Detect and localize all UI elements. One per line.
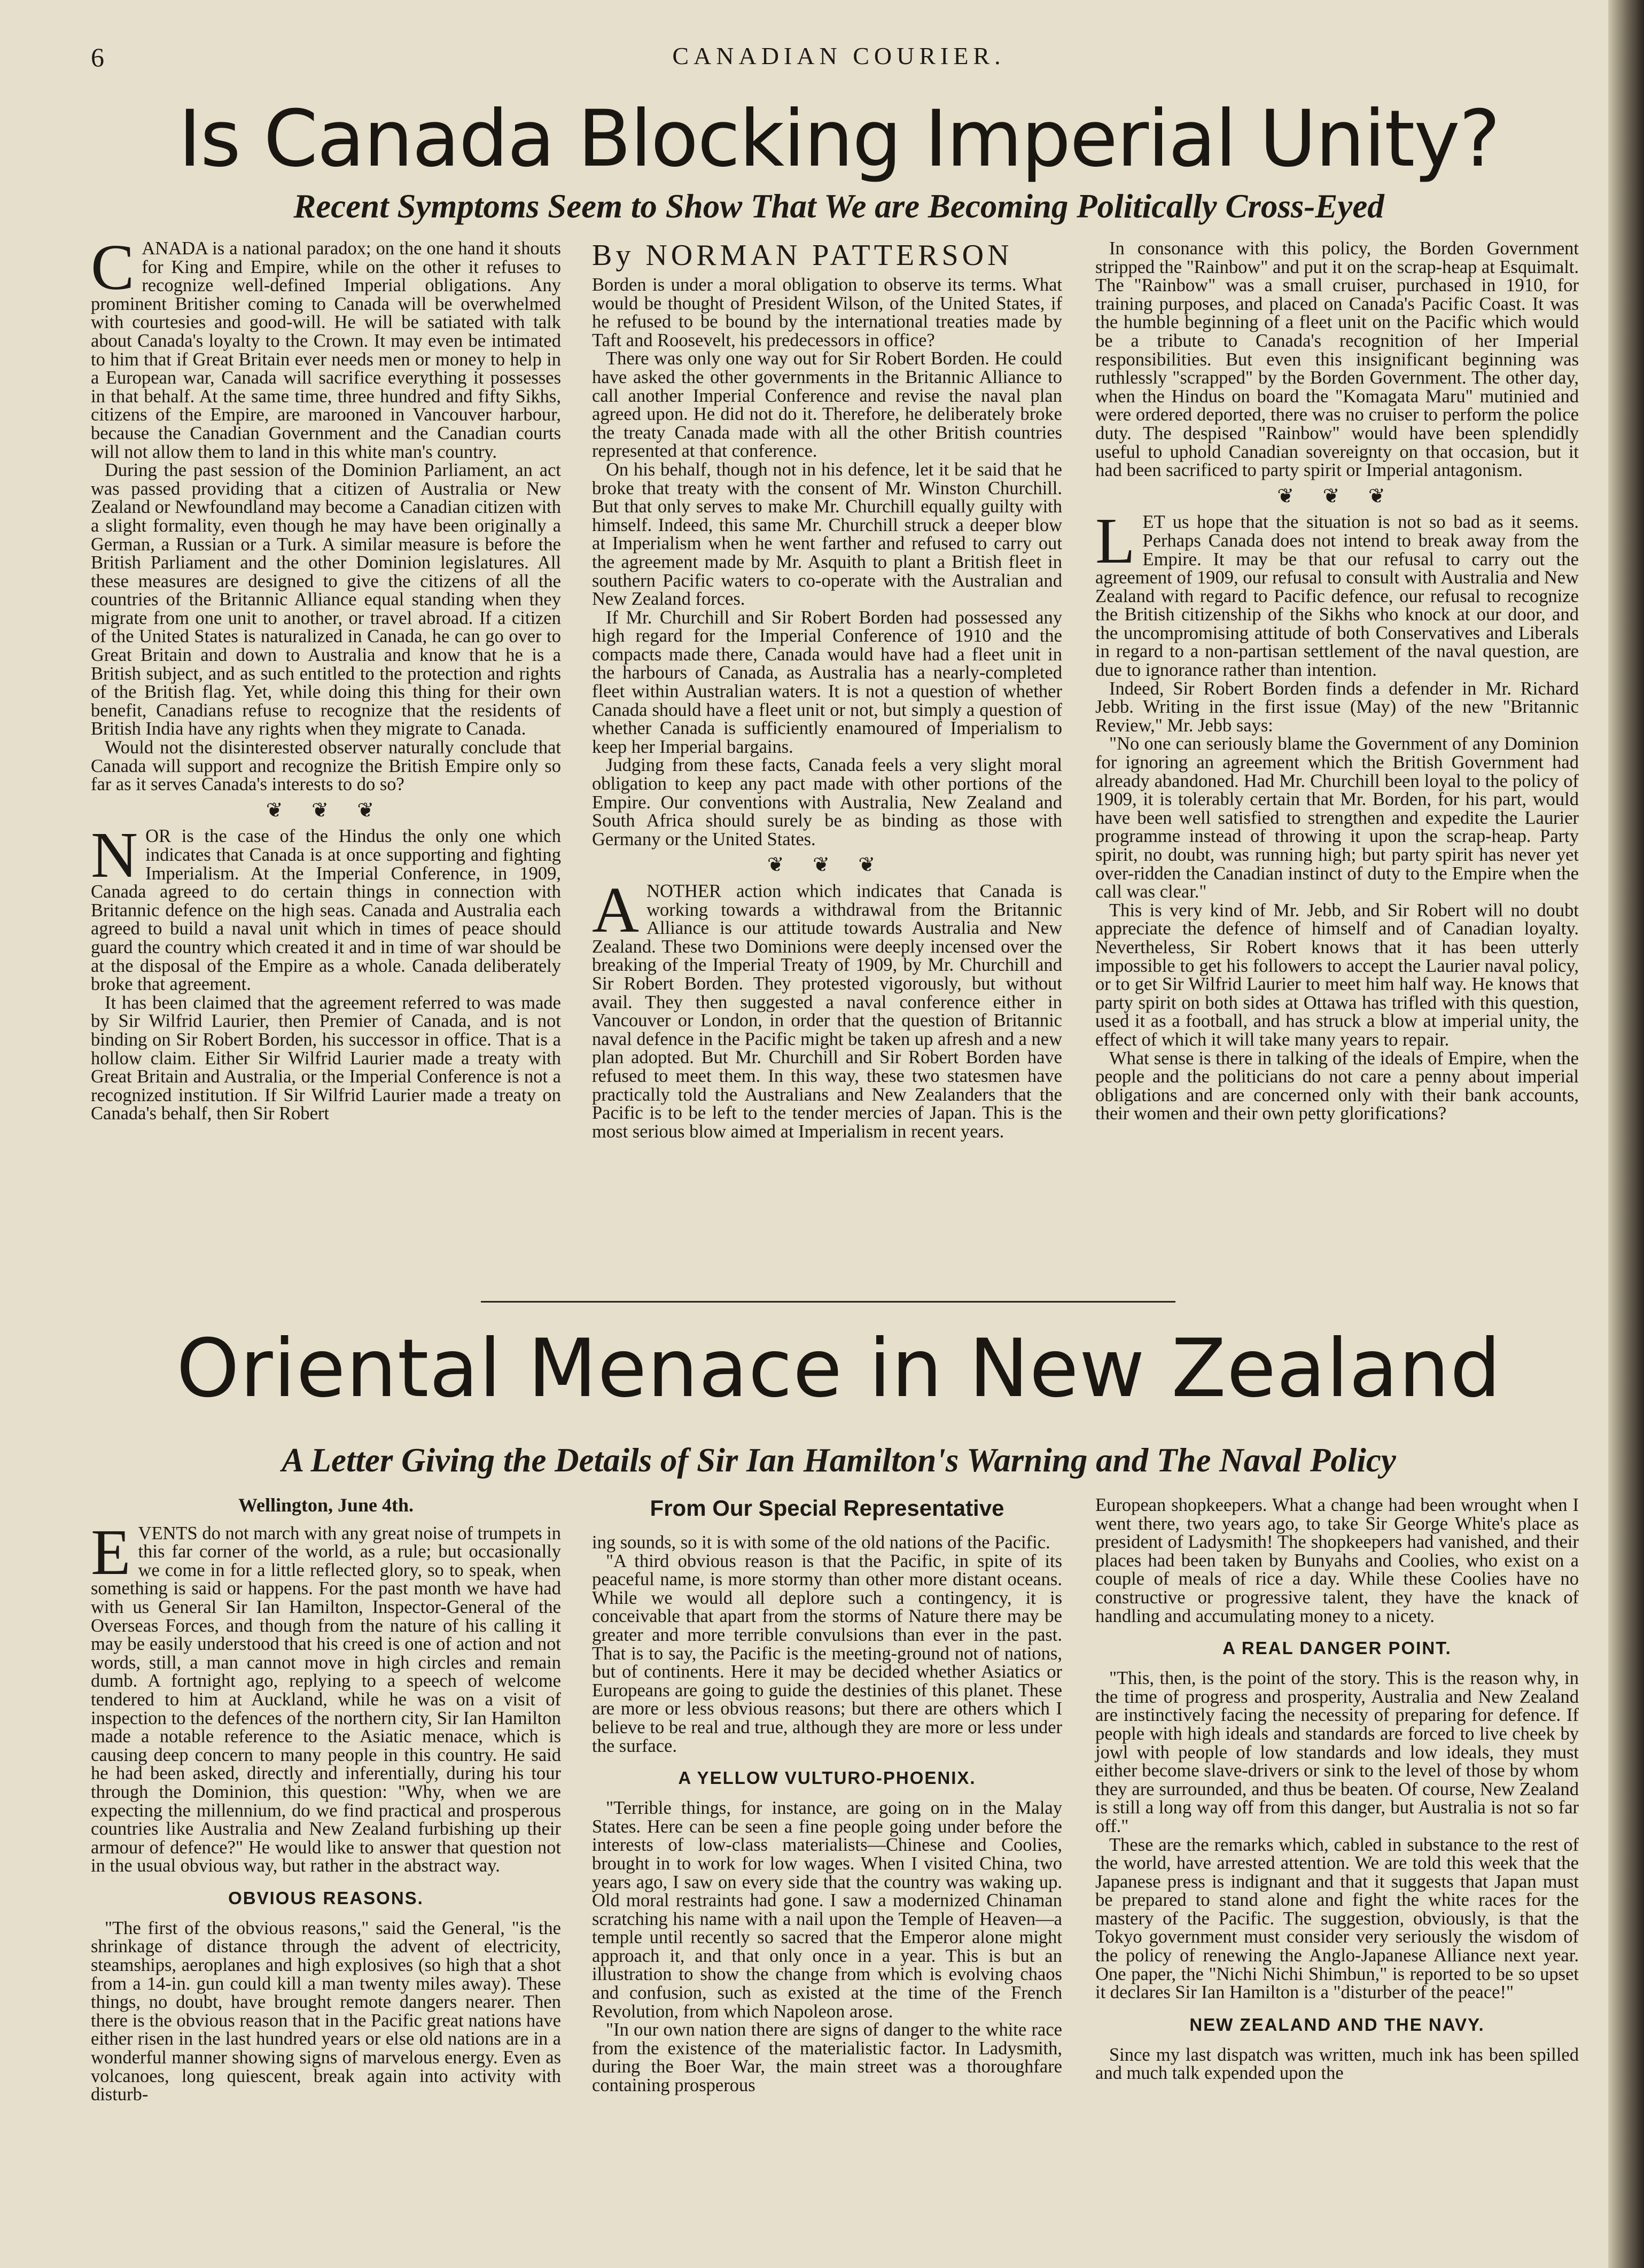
article1-paragraph: CANADA is a national paradox; on the one hand it shouts for King and Empire, while on the other it refuses to recognize well-defined Imperial obligations. Any prominent Britisher coming to Canada will be overwhelmed with courtesies and good-will. He will be satiated with talk about Canada's loyalty to the Crown. It may even be intimated to him that if Great Britain ever needs men or money to help in a European war, Canada will sacrifice everything it possesses in that behalf. At the same time, three hundred and fifty Sikhs, citizens of the Empire, are marooned in Vancouver harbour, because the Canadian Government and the Canadian courts will not allow them to land in this white man's country. bbox=[91, 231, 561, 462]
article2-paragraph: European shopkeepers. What a change had been wrought when I went there, two years ago, to take Sir George White's place as president of Ladysmith! The shopkeepers had vanished, and their places had been taken by Bunyahs and Coolies, who exist on a couple of meals of rice a day. While these Coolies have no constructive or progressive talent, they have the knack of handling and accumulating money to a nicety. bbox=[1095, 1495, 1579, 1626]
ornament-divider: ❦ ❦ ❦ bbox=[767, 854, 887, 877]
article1-paragraph: Borden is under a moral obligation to observe its terms. What would be thought of President Wilson, of the United States, if he refused to be bound by the international treaties made by Taft and Roosevelt, his predecessors in office? bbox=[592, 275, 1062, 350]
publication-title: CANADIAN COURIER. bbox=[672, 42, 1006, 69]
article2-paragraph: These are the remarks which, cabled in substance to the rest of the world, have arrested attention. We are told this week that the Japanese press is indignant and that it suggests that Japan must be prepared to stand alone and fight the white races for the mastery of the Pacific. The suggestion, obviously, is that the Tokyo government must consider very seriously the wisdom of the policy of renewing the Anglo-Japanese Alliance next year. One paper, the "Nichi Nichi Shimbun," is reported to be so upset it declares Sir Ian Hamilton is a "disturber of the peace!" bbox=[1095, 1834, 1579, 2003]
article2-paragraph: "The first of the obvious reasons," said the General, "is the shrinkage of distance through the advent of electricity, steamships, aeroplanes and high explosives (so high that a shot from a 14-in. gun could kill a man twenty miles away). These things, no doubt, have brought remote dangers nearer. Then there is the obvious reason that in the Pacific great nations have either risen in the last hundred years or else old nations are in a wonderful manner showing signs of marvelous energy. Even as volcanoes, long quiescent, break again into activity with disturb- bbox=[91, 1918, 561, 2105]
article2-paragraph: "In our own nation there are signs of danger to the white race from the existence of the materialistic factor. In Ladysmith, during the Boer War, the main street was a thoroughfare containing prosperous bbox=[592, 2020, 1062, 2096]
article2-paragraph: EVENTS do not march with any great noise of trumpets in this far corner of the world, as a rule; but occasionally we come in for a little reflected glory, so to speak, when something is said or happens. For the past month we have had with us General Sir Ian Hamilton, Inspector-General of the Overseas Forces, and though from the nature of his calling it may be easily understood that his creed is one of action and not words, still, a man cannot move in high circles and remain dumb. A fortnight ago, replying to a speech of welcome tendered to him at Auckland, while he was on a visit of inspection to the defences of the northern city, Sir Ian Hamilton made a notable reference to the Asiatic menace, which is causing deep concern to many people in this country. He said he had been asked, directly and inferentially, during his tour through the Dominion, this question: "Why, when we are expecting the millennium, do we find practical and prosperous countries like Australia and New Zealand furbishing up their armour of defence?" He would like to answer that question not in the usual obvious way, but rather in the abstract way. bbox=[91, 1516, 561, 1876]
article1-paragraph: NOR is the case of the Hindus the only one which indicates that Canada is at once supporting and fighting Imperialism. At the Imperial Conference, in 1909, Canada agreed to do certain things in connection with Britannic defence on the high seas. Canada and Australia each agreed to build a naval unit which in times of peace should guard the country which created it and in time of war should be at the disposal of the Empire as a whole. Canada deliberately broke that agreement. bbox=[91, 819, 561, 995]
article1-column-1 bbox=[91, 231, 561, 1124]
article1-deck: Recent Symptoms Seem to Show That We are Becoming Politically Cross-Eyed bbox=[293, 188, 1384, 225]
article1-paragraph: During the past session of the Dominion Parliament, an act was passed providing that a citizen of Australia or New Zealand or Newfoundland may become a Canadian citizen with a slight formality, even though he may have been originally a German, a Russian or a Turk. A similar measure is before the British Parliament and the other Dominion legislatures. All these measures are designed to give the citizens of all the countries of the Britannic Alliance equal standing when they migrate from one unit to another, or travel abroad. If a citizen of the United States is naturalized in Canada, he can go over to Great Britain and down to Australia and know that he is a British subject, and as such entitled to the protection and rights of the British flag. Yet, while doing this thing for their own benefit, Canadians refuse to recognize that the residents of British India have any rights when they migrate to Canada. bbox=[91, 460, 561, 739]
ornament-divider: ❦ ❦ ❦ bbox=[266, 799, 386, 822]
article2-paragraph: "Terrible things, for instance, are going on in the Malay States. Here can be seen a fine people going under before the interests of low-class materialists—Chinese and Coolies, brought in to work for low wages. When I visited China, two years ago, I saw on every side that the country was waking up. Old moral restraints had gone. I saw a modernized Chinaman scratching his name with a nail upon the Temple of Heaven—a temple until recently so sacred that the Emperor alone might approach it, and that only once in a year. This is but an illustration to show the change from which is evolving chaos and confusion, such as existed at the time of the French Revolution, from which Napoleon arose. bbox=[592, 1798, 1062, 2022]
dateline: Wellington, June 4th. bbox=[238, 1494, 414, 1516]
article2-headline: Oriental Menace in New Zealand bbox=[176, 1322, 1502, 1415]
drop-cap: L bbox=[1095, 505, 1135, 578]
article1-column-3 bbox=[1095, 239, 1579, 1123]
article1-paragraph: There was only one way out for Sir Robert Borden. He could have asked the other governments in the Britannic Alliance to call another Imperial Conference and revise the naval plan agreed upon. He did not do it. Therefore, he deliberately broke the treaty Canada made with all the other British countries represented at that conference. bbox=[592, 348, 1062, 462]
article1-paragraph: If Mr. Churchill and Sir Robert Borden had possessed any high regard for the Imperial Conference of 1910 and the compacts made there, Canada would have had a fleet unit in the harbours of Canada, as Australia has a nearly-completed fleet within Australian waters. It is not a question of whether Canada should have a fleet unit or not, but simply a question of whether Canada is sufficiently enamoured of Imperialism to keep her Imperial bargains. bbox=[592, 607, 1062, 757]
article2-paragraph: "A third obvious reason is that the Pacific, in spite of its peaceful name, is more stormy than other more distant oceans. While we would all deplore such a contingency, it is conceivable that apart from the storms of Nature there may be greater and more terrible convulsions than ever in the past. That is to say, the Pacific is the meeting-ground not of nations, but of continents. Here it may be decided whether Asiatics or Europeans are going to guide the destinies of this planet. These are more or less obvious reasons; but there are others which I believe to be real and true, although they are more or less under the surface. bbox=[592, 1550, 1062, 1756]
byline: By NORMAN PATTERSON bbox=[592, 239, 1013, 272]
page-number: 6 bbox=[91, 42, 104, 72]
subheading: NEW ZEALAND AND THE NAVY. bbox=[1189, 2014, 1485, 2035]
drop-cap: N bbox=[91, 819, 138, 892]
article2-column-2 bbox=[592, 1496, 1062, 2095]
article2-paragraph: "This, then, is the point of the story. This is the reason why, in the time of progress and prosperity, Australia and New Zealand are instinctively facing the necessity of preparing for defence. If people with high ideals and standards are forced to live cheek by jowl with people of low standards and low ideals, they must either become slave-drivers or sink to the level of those by whom they are surrounded, and thus be beaten. Of course, New Zealand is still a long way off from this danger, but Australia is not so far off." bbox=[1095, 1668, 1579, 1836]
article1-paragraph: Would not the disinterested observer naturally conclude that Canada will support and recognize the British Empire only so far as it serves Canada's interests to do so? bbox=[91, 737, 561, 795]
binding-spine-shadow bbox=[1608, 0, 1644, 2268]
running-header bbox=[91, 42, 1587, 74]
article1-paragraph: In consonance with this policy, the Borden Government stripped the "Rainbow" and put it on the scrap-heap at Esquimalt. The "Rainbow" was a small cruiser, purchased in 1910, for training purposes, and placed on Canada's Pacific Coast. It was the humble beginning of a fleet unit on the Pacific which would be a tribute to Canada's recognition of her Imperial responsibilities. But even this insignificant beginning was ruthlessly "scrapped" by the Borden Government. The other day, when the Hindus on board the "Komagata Maru" mutinied and were ordered deported, there was no cruiser to perform the police duty. The despised "Rainbow" would have been splendidly useful to uphold Canadian sovereignty on that occasion, but it had been sacrificed to party spirit or Imperial antagonism. bbox=[1095, 238, 1579, 481]
section-divider-rule bbox=[481, 1301, 1175, 1303]
article1-headline: Is Canada Blocking Imperial Unity? bbox=[178, 93, 1500, 184]
subheading: A REAL DANGER POINT. bbox=[1222, 1638, 1452, 1658]
ornament-divider: ❦ ❦ ❦ bbox=[1277, 485, 1397, 508]
drop-cap: E bbox=[91, 1516, 131, 1588]
article1-paragraph: What sense is there in talking of the ideals of Empire, when the people and the politicians do not care a penny about imperial obligations and are concerned only with their bank accounts, their women and their own petty glorifications? bbox=[1095, 1048, 1579, 1124]
article2-paragraph: ing sounds, so it is with some of the old nations of the Pacific. bbox=[592, 1532, 1050, 1553]
article1-paragraph: It has been claimed that the agreement referred to was made by Sir Wilfrid Laurier, then Premier of Canada, and is not binding on Sir Robert Borden, his successor in office. That is a hollow claim. Either Sir Wilfrid Laurier made a treaty with Great Britain and Australia, or the Imperial Conference is not a recognized institution. If Sir Wilfrid Laurier made a treaty on Canada's behalf, then Sir Robert bbox=[91, 992, 561, 1124]
article1-paragraph: This is very kind of Mr. Jebb, and Sir Robert will no doubt appreciate the defence of himself and of Canadian loyalty. Nevertheless, Sir Robert knows that it has been utterly impossible to get his followers to accept the Laurier naval policy, or to get Sir Wilfrid Laurier to meet him half way. He knows that party spirit on both sides at Ottawa has trifled with this question, used it as a football, and has struck a blow at imperial unity, the effect of which it will take many years to repair. bbox=[1095, 900, 1579, 1050]
subheading: A YELLOW VULTURO-PHOENIX. bbox=[678, 1768, 976, 1788]
special-representative-label: From Our Special Representative bbox=[650, 1495, 1004, 1521]
article1-paragraph: Indeed, Sir Robert Borden finds a defender in Mr. Richard Jebb. Writing in the first issue (May) of the new "Britannic Review," Mr. Jebb says: bbox=[1095, 678, 1579, 736]
article1-paragraph: "No one can seriously blame the Government of any Dominion for ignoring an agreement which the British Government had already abandoned. Had Mr. Churchill been loyal to the policy of 1909, it is tolerably certain that Mr. Borden, for his part, would have been well satisfied to strengthen and expedite the Laurier programme instead of throwing it upon the scrap-heap. Party spirit, no doubt, was running high; but party spirit has never yet over-ridden the Canadian instinct of duty to the Empire when the call was clear." bbox=[1095, 734, 1579, 902]
article1-paragraph: On his behalf, though not in his defence, let it be said that he broke that treaty with the consent of Mr. Winston Churchill. But that only serves to make Mr. Churchill equally guilty with himself. Indeed, this same Mr. Churchill struck a deeper blow at Imperialism when he went farther and refused to carry out the agreement made by Mr. Asquith to plant a British fleet in southern Pacific waters to co-operate with the Australian and New Zealand forces. bbox=[592, 459, 1062, 610]
article2-column-1 bbox=[91, 1496, 561, 2104]
drop-cap: C bbox=[91, 231, 135, 303]
article2-deck: A Letter Giving the Details of Sir Ian Hamilton's Warning and The Naval Policy bbox=[282, 1441, 1396, 1479]
article1-paragraph: ANOTHER action which indicates that Canada is working towards a withdrawal from the Britannic Alliance is our attitude towards Australia and New Zealand. These two Dominions were deeply incensed over the breaking of the Imperial Treaty of 1909, by Mr. Churchill and Sir Robert Borden. They protested vigorously, but without avail. They then suggested a naval conference either in Vancouver or London, in order that the question of Britannic naval defence in the Pacific might be taken up afresh and a new plan adopted. But Mr. Churchill and Sir Robert Borden have refused to meet them. In this way, these two statesmen have practically told the Australians and New Zealanders that the Pacific is to be left to the tender mercies of Japan. This is the most serious blow aimed at Imperialism in recent years. bbox=[592, 874, 1062, 1142]
drop-cap: A bbox=[592, 874, 640, 946]
article1-paragraph: LET us hope that the situation is not so bad as it seems. Perhaps Canada does not intend to break away from the Empire. It may be that our refusal to carry out the agreement of 1909, our refusal to consult with Australia and New Zealand with regard to Pacific defence, our refusal to recognize the British citizenship of the Sikhs who knock at our door, and the uncompromising attitude of both Conservatives and Liberals in regard to a non-partisan settlement of the naval question, are due to ignorance rather than intention. bbox=[1095, 505, 1579, 681]
subheading: OBVIOUS REASONS. bbox=[228, 1888, 424, 1908]
article1-paragraph: Judging from these facts, Canada feels a very slight moral obligation to keep any pact made with other portions of the Empire. Our conventions with Australia, New Zealand and South Africa should surely be as binding as those with Germany or the United States. bbox=[592, 755, 1062, 849]
article2-column-3 bbox=[1095, 1496, 1579, 2083]
article2-paragraph: Since my last dispatch was written, much ink has been spilled and much talk expended upon the bbox=[1095, 2044, 1579, 2084]
article1-column-2 bbox=[592, 239, 1062, 1141]
